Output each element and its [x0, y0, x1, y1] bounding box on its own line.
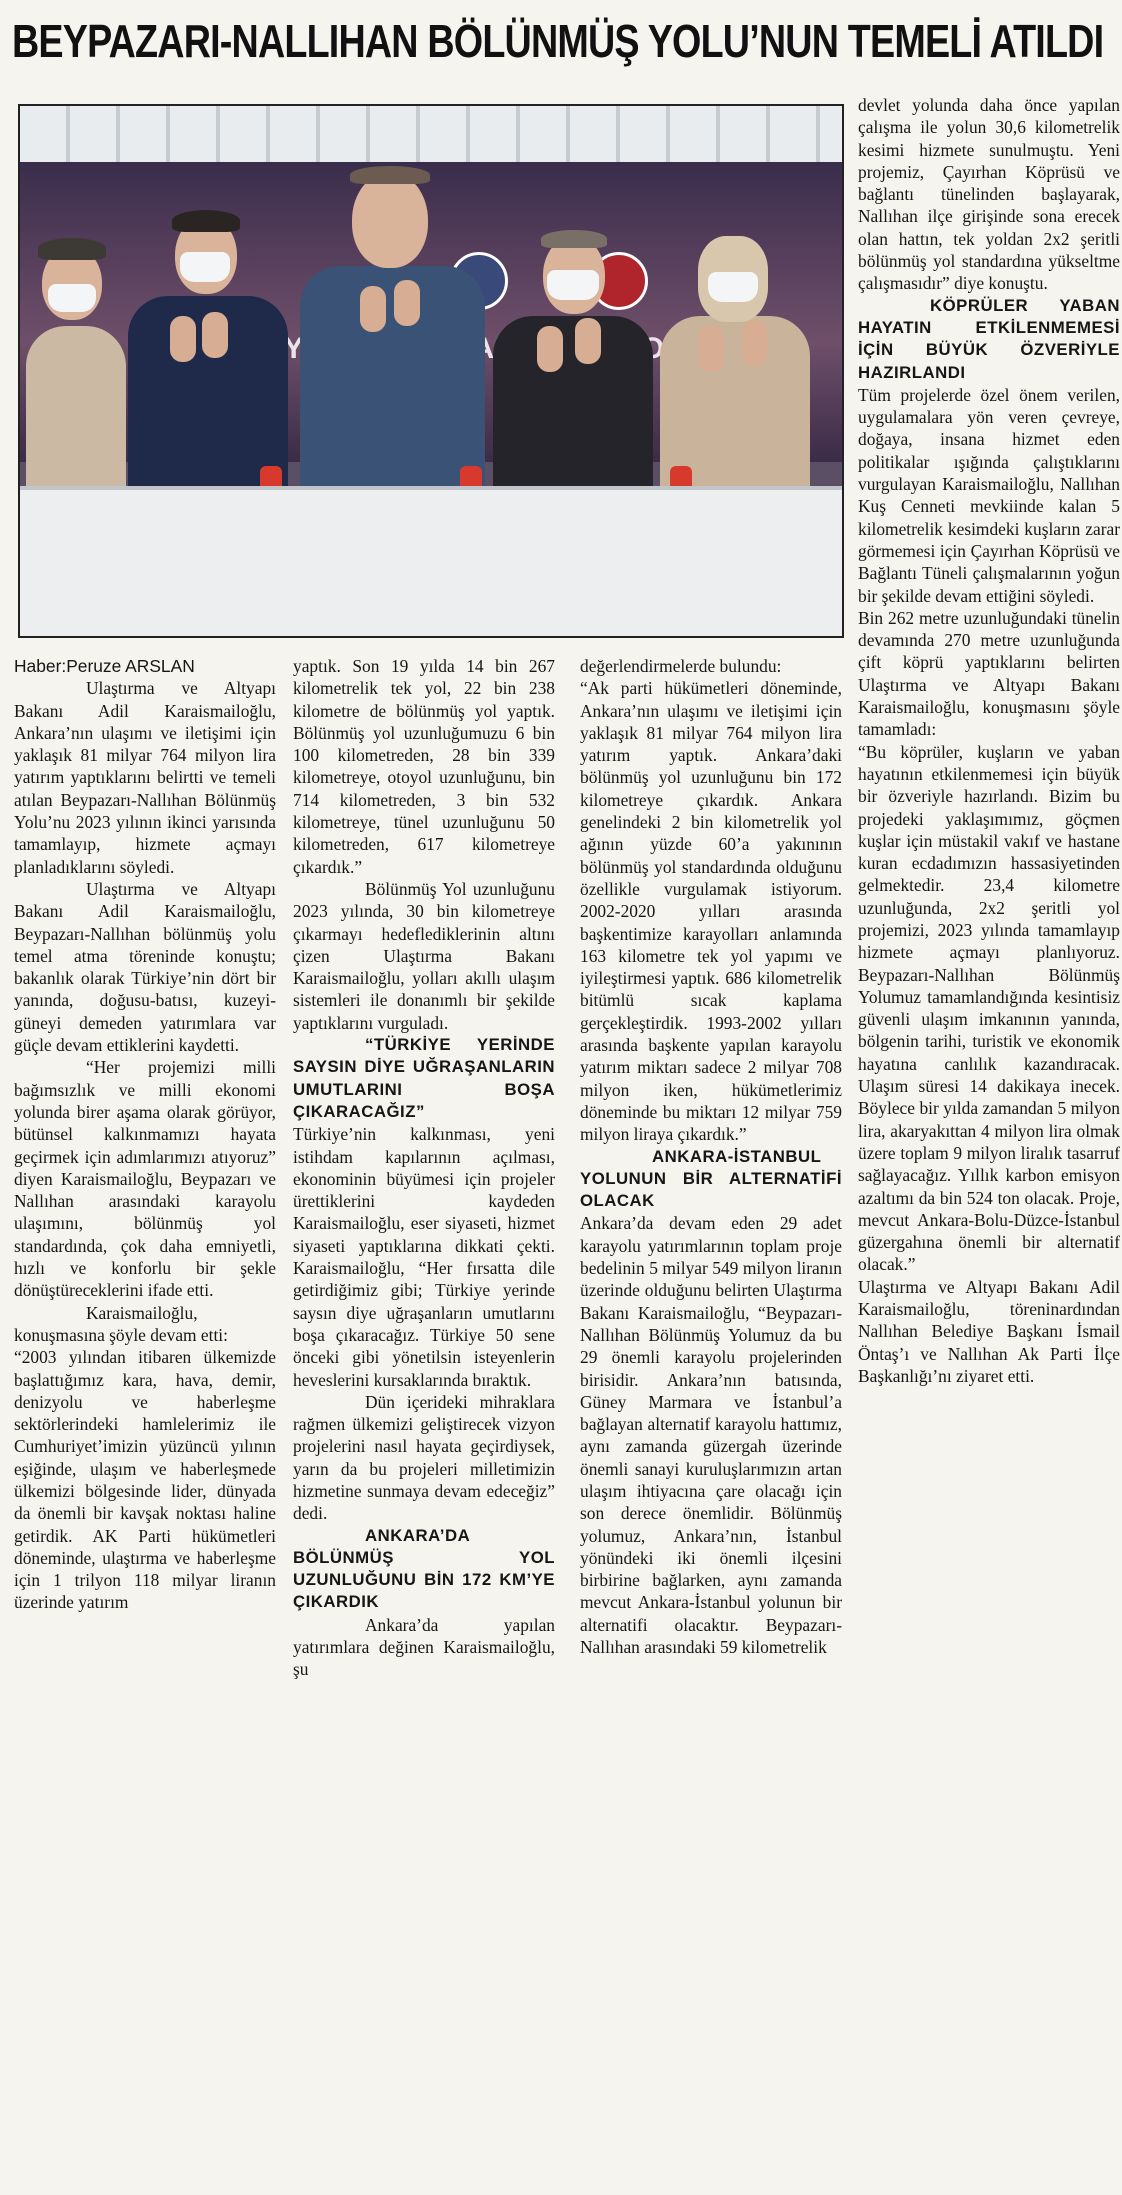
paragraph: Karaismailoğlu, konuşmasına şöyle devam etti: — [14, 1302, 228, 1345]
paragraph: Ulaştırma ve Altyapı Bakanı Adil Karaismailoğlu, töreninardından Nallıhan Belediye Başkanı İsmail Öntaş’ı ve Nallıhan Ak Parti İlçe Başkanlığı’nı ziyaret etti. — [858, 1276, 1120, 1386]
paragraph: Dün içerideki mihraklara rağmen ülkemizi geliştirecek vizyon projelerini nasıl hayata geçirdiysek, yarın da bu projeleri milletimizin hizmetine sunmaya devam edeceğiz” dedi. — [293, 1391, 555, 1524]
microphone-icon — [670, 466, 692, 486]
subheading: ANKARA-İSTANBUL YOLUNUN BİR ALTERNATİFİ OLACAK — [580, 1146, 842, 1211]
paragraph: Türkiye’nin kalkınması, yeni istihdam kapılarının açılması, ekonominin büyümesi için projeler ürettiklerini kaydeden Karaismailoğlu, eser siyaseti, hizmet siyaseti yaptıklarına dikkati çekti. Karaismailoğlu, “Her fırsatta dile getirdiğimiz gibi; Türkiye yerinde saysın diye uğraşanların umutlarını boşa çıkaracağız. Türkiye 50 sene önceki gibi yönetilsin isteyenlerin heveslerini kursaklarında bıraktık. — [293, 1124, 555, 1390]
headline: BEYPAZARI-NALLIHAN BÖLÜNMÜŞ YOLU’NUN TEMELİ ATILDI — [12, 15, 1104, 67]
paragraph: “2003 yılından itibaren ülkemizde başlattığımız kara, hava, demir, denizyolu ve haberleşme sektörlerindeki hamlelerimiz ile Cumhuriyet’imizin yüzüncü yılının eşiğinde, ulaşım ve haberleşmede ülkemizi bölgesinde lider, dünyada da önemli bir kavşak noktası haline getirdik. AK Parti hükümetleri döneminde, ulaştırma ve haberleşme için 1 trilyon 118 milyar liranın üzerinde yatırım — [14, 1347, 276, 1613]
paragraph: Ulaştırma ve Altyapı Bakanı Adil Karaismailoğlu, Beypazarı-Nallıhan bölünmüş yolu temel atma töreninde konuştu; bakanlık olarak Türkiye’nin dört bir yanında, doğusu-batısı, kuzeyi-güneyi demeden yatırımlara var güçle devam ettiklerini kaydetti. — [14, 878, 276, 1056]
paragraph: Bin 262 metre uzunluğundaki tünelin devamında 270 metre uzunluğunda çift köprü yaptıklarını belirten Ulaştırma ve Altyapı Bakanı Karaismailoğlu, konuşmasını şöyle tamamladı: — [858, 607, 1120, 740]
paragraph: Ankara’da devam eden 29 adet karayolu yatırımlarının toplam proje bedelinin 5 milyar 549 milyon liranın üzerinde olduğunu belirten Ulaştırma Bakanı Karaismailoğlu, “Beypazarı-Nallıhan Bölünmüş Yolumuz da bu 29 önemli karayolu projelerinden birisidir. Ankara’nın batısında, Güney Marmara ve İstanbul’a bağlayan alternatif karayolu hattımız, aynı zamanda güzergah üzerinde önemli sanayi kuruluşlarımızın artan ulaşım ihtiyacına çare olacağı için son derece önemlidir. Bölünmüş yolumuz, Ankara’nın, İstanbul yönündeki iki önemli ilçesini birbirine bağlarken, aynı zamanda mevcut Ankara-İstanbul yolunun bir alternatifi olacaktır. Beypazarı-Nallıhan arasındaki 59 kilometrelik — [580, 1213, 842, 1658]
paragraph: “Her projemizi milli bağımsızlık ve milli ekonomi yolunda birer aşama olarak görüyor, bütünsel kalkınmamızı hayata geçirmek için adımlarımızı atıyoruz” diyen Karaismailoğlu, Beypazarı ve Nallıhan arasındaki karayolu ulaşımını, bölünmüş yol standardında, çok daha emniyetli, hızlı ve konforlu bir şekle dönüştüreceklerini ifade etti. — [14, 1057, 276, 1301]
podium — [20, 486, 842, 638]
paragraph: yaptık. Son 19 yılda 14 bin 267 kilometrelik tek yol, 22 bin 238 kilometre de bölünmüş yol yaptık. Bölünmüş yol uzunluğumuzu 6 bin 100 kilometreden, 28 bin 339 kilometreye, otoyol uzunluğunu, bin 714 kilometreden, 3 bin 532 kilometreye, tünel uzunluğunu 50 kilometreden, 617 kilometreye çıkardık.” — [293, 656, 555, 877]
news-photo — [18, 104, 844, 638]
byline: Haber:Peruze ARSLAN — [14, 656, 195, 676]
person-1 — [20, 186, 130, 486]
person-5 — [650, 196, 820, 486]
microphone-icon — [260, 466, 282, 486]
article-column-3 — [580, 655, 842, 2185]
paragraph: Bölünmüş Yol uzunluğunu 2023 yılında, 30 bin kilometreye çıkarmayı hedeflediklerinin altını çizen Ulaştırma Bakanı Karaismailoğlu, yolları akıllı ulaşım sistemleri ile donanımlı bir şekilde yaptıklarını vurguladı. — [293, 878, 555, 1033]
subheading: ANKARA’DA BÖLÜNMÜŞ YOL UZUNLUĞUNU BİN 172 KM’YE ÇIKARDIK — [293, 1525, 555, 1612]
paragraph: değerlendirmelerde bulundu: — [580, 656, 782, 676]
paragraph: Ankara’da yapılan yatırımlara değinen Karaismailoğlu, şu — [293, 1614, 555, 1680]
person-2 — [120, 166, 290, 486]
subheading: “TÜRKİYE YERİNDE SAYSIN DİYE UĞRAŞANLARIN UMUTLARINI BOŞA ÇIKARACAĞIZ” — [293, 1035, 555, 1121]
person-3 — [290, 116, 490, 486]
paragraph: devlet yolunda daha önce yapılan çalışma ile yolun 30,6 kilometrelik kesimi hizmete sunulmuştu. Yeni projemiz, Çayırhan Köprüsü ve bağlantı tünelinden başlayarak, Nallıhan ilçe girişinde sona erecek olan hattın, tek yoldan 2x2 şeritli bölünmüş yol standardına yükseltme çalışmasıdır” diye konuştu. — [858, 95, 1120, 294]
paragraph: Tüm projelerde özel önem verilen, uygulamalara yön veren çevreye, doğaya, insana hizmet eden politikalar ışığında çalıştıklarını vurgulayan Karaismailoğlu, Nallıhan Kuş Cenneti mevkiinde kalan 5 kilometrelik kesimdeki kuşların zarar görmemesi için Çayırhan Köprüsü ve Bağlantı Tüneli çalışmalarının yoğun bir şekilde devam ettiğini söyledi. — [858, 384, 1120, 606]
person-4 — [485, 186, 660, 486]
subheading: KÖPRÜLER YABAN HAYATIN ETKİLENMEMESİ İÇİN BÜYÜK ÖZVERİYLE HAZIRLANDI — [858, 295, 1120, 382]
paragraph: “Ak parti hükümetleri döneminde, Ankara’nın ulaşımı ve iletişimi için yaklaşık 81 milyar 764 milyon lira yatırım yaptık. Ankara’daki bölünmüş yol uzunluğunu bin 172 kilometreye çıkardık. Ankara genelindeki 2 bin kilometrelik yol ağının yüzde 60’a yakınının bölünmüş yol standardında olduğunu özellikle vurgulamak istiyorum. 2002-2020 yılları arasında başkentimize karayolları anlamında 163 kilometre tek yol yapımı ve iyileştirmesi yaptık. 686 kilometrelik bitümlü sıcak kaplama gerçekleştirdik. 1993-2002 yılları arasında başkente yapılan karayolu yatırım miktarı sadece 2 milyar 708 milyon iken, hükümetlerimiz döneminde bu miktarı 12 milyar 759 milyon liraya çıkardık.” — [580, 678, 842, 1145]
paragraph: “Bu köprüler, kuşların ve yaban hayatının etkilenmemesi için büyük bir özveriyle hazırlandı. Bizim bu projedeki yaklaşımımız, göçmen kuşlar için müstakil vakıf ve hastane kuran ecdadımızın hassasiyetinden gelmektedir. 23,4 kilometre uzunluğunda, 2x2 şeritli yol projemizi, 2023 yılında tamamlayıp hizmete açmayı planlıyoruz. Beypazarı-Nallıhan Bölünmüş Yolumuz tamamlandığında kesintisiz güvenli ulaşım imkanının yanında, bölgenin tarihi, turistik ve ekonomik hayatına canlılık kazandıracak. Ulaşım süresi 14 dakikaya inecek. Böylece bir yılda zamandan 5 milyon lira, akaryakıttan 4 milyon lira olmak üzere toplam 9 milyon liralık tasarruf sağlayacağız. Yıllık karbon emisyon azaltımı da bin 524 ton olacak. Proje, mevcut Ankara-Bolu-Düzce-İstanbul güzergahına önemli bir alternatif olacak.” — [858, 741, 1120, 1275]
microphone-icon — [460, 466, 482, 486]
article-column-4 — [858, 94, 1120, 2184]
paragraph: Ulaştırma ve Altyapı Bakanı Adil Karaismailoğlu, Ankara’nın ulaşımı ve iletişimi için yaklaşık 81 milyar 764 milyon lira yatırım yaptıklarını belirtti ve temeli atılan Beypazarı-Nallıhan Bölünmüş Yolu’nu 2023 yılının ikinci yarısında tamamlayıp, hizmete açmayı planladıklarını söyledi. — [14, 678, 276, 877]
article-column-2 — [293, 655, 555, 2185]
article-column-1 — [14, 655, 276, 2185]
